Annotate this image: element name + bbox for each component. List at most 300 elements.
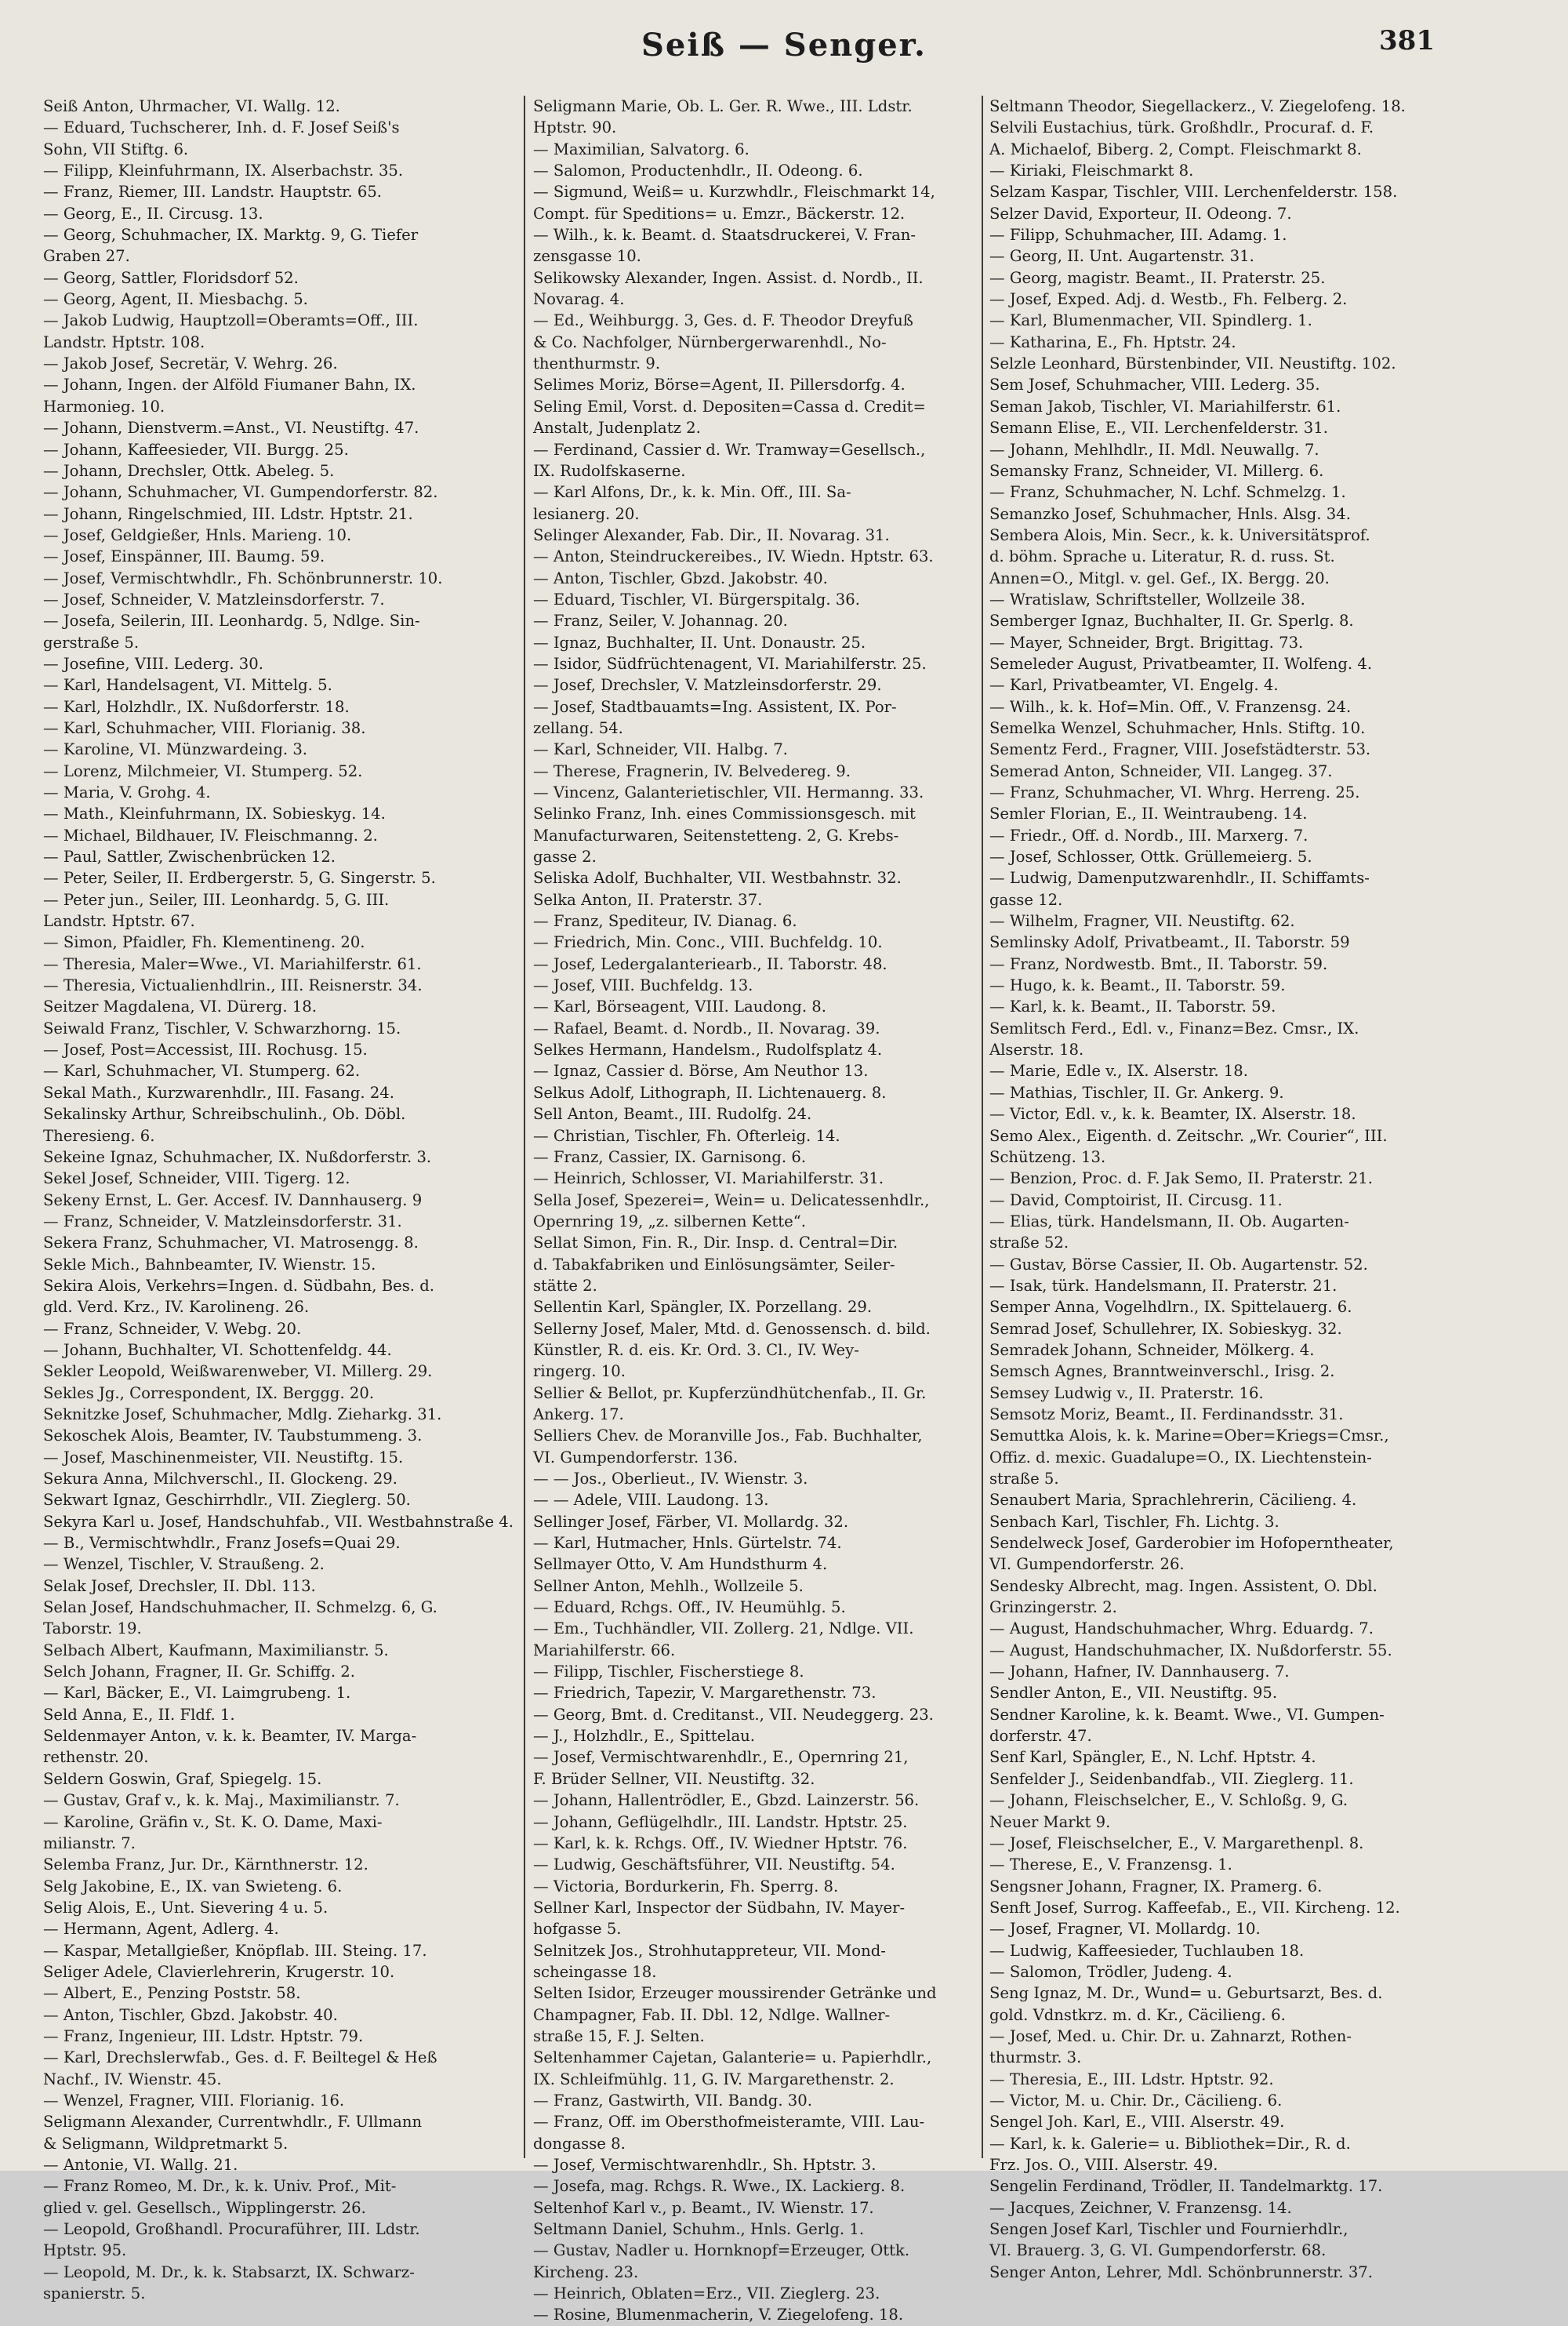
directory-entry-line: d. Tabakfabriken und Einlösungsämter, Seiler- bbox=[533, 1255, 895, 1274]
directory-entry-line: Sengen Josef Karl, Tischler und Fournierhdlr., bbox=[989, 2220, 1348, 2239]
directory-entry-line: Selnitzek Jos., Strohhutappreteur, VII. Mond- bbox=[533, 1941, 886, 1960]
directory-entry-line: — Paul, Sattler, Zwischenbrücken 12. bbox=[43, 848, 336, 867]
directory-entry-line: gasse 2. bbox=[533, 848, 597, 867]
directory-entry-line: — Victor, M. u. Chir. Dr., Cäcilieng. 6. bbox=[989, 2091, 1283, 2110]
directory-entry-line: — Anton, Steindruckereibes., IV. Wiedn. Hptstr. 63. bbox=[533, 547, 934, 566]
directory-entry-line: Sem Josef, Schuhmacher, VIII. Lederg. 35. bbox=[989, 376, 1320, 394]
directory-entry-line: zellang. 54. bbox=[533, 718, 623, 737]
directory-entry-line: Sekoschek Alois, Beamter, IV. Taubstummeng. 3. bbox=[43, 1426, 423, 1445]
directory-entry-line: & Seligmann, Wildpretmarkt 5. bbox=[43, 2134, 289, 2153]
directory-entry-line: Hptstr. 90. bbox=[533, 118, 617, 137]
directory-entry-line: Seltmann Theodor, Siegellackerz., V. Ziegelofeng. 18. bbox=[989, 97, 1406, 115]
directory-entry-line: — Kaspar, Metallgießer, Knöpflab. III. Steing. 17. bbox=[43, 1941, 427, 1960]
directory-entry-line: Sellat Simon, Fin. R., Dir. Insp. d. Central=Dir. bbox=[533, 1234, 898, 1252]
directory-entry-line: Novarag. 4. bbox=[533, 290, 625, 309]
directory-entry-line: Sekler Leopold, Weißwarenweber, VI. Millerg. 29. bbox=[43, 1362, 433, 1381]
directory-entry-line: — Victoria, Bordurkerin, Fh. Sperrg. 8. bbox=[533, 1877, 839, 1895]
directory-entry-line: Sekalinsky Arthur, Schreibschulinh., Ob. Döbl. bbox=[43, 1105, 406, 1124]
directory-entry-line: — Marie, Edle v., IX. Alserstr. 18. bbox=[989, 1062, 1248, 1081]
directory-entry-line: — Karl, k. k. Rchgs. Off., IV. Wiedner Hptstr. 76. bbox=[533, 1834, 908, 1852]
directory-entry-line: ringerg. 10. bbox=[533, 1362, 626, 1381]
directory-entry-line: gasse 12. bbox=[989, 890, 1063, 909]
directory-entry-line: — Jacques, Zeichner, V. Franzensg. 14. bbox=[989, 2198, 1292, 2217]
directory-entry-line: — Eduard, Tischler, VI. Bürgerspitalg. 36. bbox=[533, 590, 860, 609]
directory-entry-line: hofgasse 5. bbox=[533, 1920, 622, 1939]
directory-entry-line: Sellentin Karl, Spängler, IX. Porzellang. 29. bbox=[533, 1298, 873, 1317]
directory-entry-line: Sendner Karoline, k. k. Beamt. Wwe., VI. Gumpen- bbox=[989, 1705, 1385, 1724]
directory-entry-line: — Karl, Handelsagent, VI. Mittelg. 5. bbox=[43, 676, 332, 695]
directory-entry-line: Sella Josef, Spezerei=, Wein= u. Delicatessenhdlr., bbox=[533, 1190, 930, 1209]
directory-entry-line: Anstalt, Judenplatz 2. bbox=[533, 419, 701, 438]
directory-entry-line: Selkes Hermann, Handelsm., Rudolfsplatz 4. bbox=[533, 1041, 883, 1059]
directory-entry-line: Selan Josef, Handschuhmacher, II. Schmelzg. 6, G. bbox=[43, 1598, 437, 1617]
directory-entry-line: — Johann, Kaffeesieder, VII. Burgg. 25. bbox=[43, 440, 349, 459]
directory-entry-line: Opernring 19, „z. silbernen Kette“. bbox=[533, 1212, 806, 1230]
directory-entry-line: Landstr. Hptstr. 108. bbox=[43, 333, 205, 351]
directory-entry-line: Champagner, Fab. II. Dbl. 12, Ndlge. Wallner- bbox=[533, 2005, 891, 2024]
directory-entry-line: — Wilh., k. k. Beamt. d. Staatsdruckerei, V. Fran- bbox=[533, 226, 916, 245]
directory-entry-line: F. Brüder Sellner, VII. Neustiftg. 32. bbox=[533, 1769, 815, 1788]
directory-entry-line: Selka Anton, II. Praterstr. 37. bbox=[533, 890, 763, 909]
directory-entry-line: Sellinger Josef, Färber, VI. Mollardg. 32. bbox=[533, 1512, 849, 1531]
directory-entry-line: — Franz, Schuhmacher, VI. Whrg. Herreng. 25. bbox=[989, 783, 1360, 801]
directory-entry-line: Senger Anton, Lehrer, Mdl. Schönbrunnerstr. 37. bbox=[989, 2262, 1373, 2281]
directory-entry-line: Sekira Alois, Verkehrs=Ingen. d. Südbahn, Bes. d. bbox=[43, 1276, 435, 1295]
directory-entry-line: Mariahilferstr. 66. bbox=[533, 1641, 676, 1659]
directory-entry-line: Sendler Anton, E., VII. Neustiftg. 95. bbox=[989, 1684, 1278, 1703]
directory-entry-line: — Filipp, Tischler, Fischerstiege 8. bbox=[533, 1663, 804, 1681]
directory-entry-line: Selzer David, Exporteur, II. Odeong. 7. bbox=[989, 204, 1292, 223]
directory-entry-line: — Victor, Edl. v., k. k. Beamter, IX. Alserstr. 18. bbox=[989, 1105, 1356, 1124]
directory-entry-line: Semler Florian, E., II. Weintraubeng. 14. bbox=[989, 805, 1308, 823]
directory-entry-line: — Josef, Vermischtwarenhdlr., E., Opernring 21, bbox=[533, 1748, 909, 1767]
directory-entry-line: Kircheng. 23. bbox=[533, 2262, 639, 2281]
directory-entry-line: — Johann, Fleischselcher, E., V. Schloßg. 9, G. bbox=[989, 1791, 1348, 1810]
directory-entry-line: — Peter jun., Seiler, III. Leonhardg. 5, G. III. bbox=[43, 890, 390, 909]
directory-entry-line: Sellier & Bellot, pr. Kupferzündhütchenfab., II. Gr. bbox=[533, 1383, 927, 1402]
directory-entry-line: — August, Handschuhmacher, IX. Nußdorferstr. 55. bbox=[989, 1641, 1392, 1659]
directory-entry-line: — Ludwig, Geschäftsführer, VII. Neustiftg. 54. bbox=[533, 1855, 895, 1874]
directory-entry-line: — Johann, Schuhmacher, VI. Gumpendorferstr. 82. bbox=[43, 483, 438, 502]
directory-entry-line: — B., Vermischtwhdlr., Franz Josefs=Quai 29. bbox=[43, 1534, 401, 1553]
directory-entry-line: — Karl, Schneider, VII. Halbg. 7. bbox=[533, 740, 788, 759]
directory-entry-line: — Franz, Ingenieur, III. Ldstr. Hptstr. 79. bbox=[43, 2026, 364, 2045]
page-title: Seiß — Senger. bbox=[641, 27, 927, 64]
directory-entry-line: scheingasse 18. bbox=[533, 1962, 657, 1981]
directory-entry-line: — Rafael, Beamt. d. Nordb., II. Novarag. 39. bbox=[533, 1019, 880, 1038]
directory-entry-line: Selbach Albert, Kaufmann, Maximilianstr. 5. bbox=[43, 1641, 389, 1659]
directory-entry-line: Sekura Anna, Milchverschl., II. Glockeng. 29. bbox=[43, 1470, 398, 1488]
directory-entry-line: — Karl, k. k. Beamt., II. Taborstr. 59. bbox=[989, 998, 1276, 1016]
directory-entry-line: milianstr. 7. bbox=[43, 1834, 136, 1852]
directory-entry-line: Seiwald Franz, Tischler, V. Schwarzhorng. 15. bbox=[43, 1019, 401, 1038]
directory-entry-line: — Josef, Fleischselcher, E., V. Margarethenpl. 8. bbox=[989, 1834, 1364, 1852]
directory-entry-line: Selkus Adolf, Lithograph, II. Lichtenauerg. 8. bbox=[533, 1083, 887, 1102]
directory-entry-line: — David, Comptoirist, II. Circusg. 11. bbox=[989, 1190, 1283, 1209]
directory-entry-line: — Anton, Tischler, Gbzd. Jakobstr. 40. bbox=[533, 569, 828, 587]
directory-entry-line: Seliger Adele, Clavierlehrerin, Krugerstr. 10. bbox=[43, 1962, 395, 1981]
directory-entry-line: Selzam Kaspar, Tischler, VIII. Lerchenfelderstr. 158. bbox=[989, 183, 1398, 202]
directory-entry-line: — Jakob Josef, Secretär, V. Wehrg. 26. bbox=[43, 354, 338, 373]
directory-entry-line: — Georg, E., II. Circusg. 13. bbox=[43, 204, 263, 223]
directory-entry-line: Sellmayer Otto, V. Am Hundsthurm 4. bbox=[533, 1555, 828, 1574]
directory-entry-line: Seldenmayer Anton, v. k. k. Beamter, IV. Marga- bbox=[43, 1727, 417, 1746]
directory-entry-line: — Katharina, E., Fh. Hptstr. 24. bbox=[989, 333, 1236, 351]
directory-entry-line: — Karl, Drechslerwfab., Ges. d. F. Beiltegel & Heß bbox=[43, 2048, 437, 2067]
directory-entry-line: Ankerg. 17. bbox=[533, 1405, 624, 1423]
directory-entry-line: — Georg, Sattler, Floridsdorf 52. bbox=[43, 268, 299, 287]
directory-entry-line: — Eduard, Tuchscherer, Inh. d. F. Josef Seiß's bbox=[43, 118, 400, 137]
directory-column-3 bbox=[989, 96, 1460, 2281]
directory-entry-line: — Karoline, VI. Münzwardeing. 3. bbox=[43, 740, 308, 759]
directory-entry-line: — Benzion, Proc. d. F. Jak Semo, II. Praterstr. 21. bbox=[989, 1169, 1373, 1188]
directory-entry-line: — Maximilian, Salvatorg. 6. bbox=[533, 140, 750, 158]
directory-entry-line: — Salomon, Productenhdlr., II. Odeong. 6. bbox=[533, 162, 863, 180]
directory-entry-line: — Gustav, Börse Cassier, II. Ob. Augartenstr. 52. bbox=[989, 1255, 1368, 1274]
directory-entry-line: — Ludwig, Kaffeesieder, Tuchlauben 18. bbox=[989, 1941, 1305, 1960]
directory-entry-line: — Josef, Ledergalanteriearb., II. Taborstr. 48. bbox=[533, 954, 887, 973]
directory-entry-line: IX. Schleifmühlg. 11, G. IV. Margarethenstr. 2. bbox=[533, 2070, 895, 2088]
directory-entry-line: Taborstr. 19. bbox=[43, 1619, 142, 1638]
directory-entry-line: — Franz, Schneider, V. Webg. 20. bbox=[43, 1319, 302, 1338]
directory-entry-line: — Josef, Schlosser, Ottk. Grüllemeierg. 5. bbox=[989, 848, 1312, 867]
directory-entry-line: Seltenhammer Cajetan, Galanterie= u. Papierhdlr., bbox=[533, 2048, 932, 2067]
directory-entry-line: — Peter, Seiler, II. Erdbergerstr. 5, G. Singerstr. 5. bbox=[43, 869, 436, 888]
directory-entry-line: Neuer Markt 9. bbox=[989, 1812, 1111, 1831]
directory-entry-line: — Franz, Riemer, III. Landstr. Hauptstr. 65. bbox=[43, 183, 383, 202]
directory-entry-line: — Ferdinand, Cassier d. Wr. Tramway=Gesellsch., bbox=[533, 440, 926, 459]
directory-entry-line: — Johann, Ringelschmied, III. Ldstr. Hptstr. 21. bbox=[43, 504, 413, 523]
directory-entry-line: — Elias, türk. Handelsmann, II. Ob. Augarten- bbox=[989, 1212, 1349, 1230]
directory-entry-line: Frz. Jos. O., VIII. Alserstr. 49. bbox=[989, 2156, 1218, 2174]
directory-entry-line: Selzle Leonhard, Bürstenbinder, VII. Neustiftg. 102. bbox=[989, 354, 1396, 373]
directory-entry-line: Selinger Alexander, Fab. Dir., II. Novarag. 31. bbox=[533, 525, 890, 544]
directory-entry-line: Semlitsch Ferd., Edl. v., Finanz=Bez. Cmsr., IX. bbox=[989, 1019, 1359, 1038]
directory-entry-line: — Theresia, Victualienhdlrin., III. Reisnerstr. 34. bbox=[43, 976, 423, 995]
directory-entry-line: — Josefa, Seilerin, III. Leonhardg. 5, Ndlge. Sin- bbox=[43, 612, 420, 631]
directory-entry-line: VI. Brauerg. 3, G. VI. Gumpendorferstr. 68. bbox=[989, 2241, 1327, 2260]
directory-entry-line: — Salomon, Trödler, Judeng. 4. bbox=[989, 1962, 1232, 1981]
directory-entry-line: Seligmann Marie, Ob. L. Ger. R. Wwe., III. Ldstr. bbox=[533, 97, 913, 115]
directory-entry-line: Sekel Josef, Schneider, VIII. Tigerg. 12. bbox=[43, 1169, 350, 1188]
directory-entry-line: thenthurmstr. 9. bbox=[533, 354, 661, 373]
directory-entry-line: Schützeng. 13. bbox=[989, 1147, 1106, 1166]
directory-entry-line: — Karl, Hutmacher, Hnls. Gürtelstr. 74. bbox=[533, 1534, 842, 1553]
directory-entry-line: — Georg, Agent, II. Miesbachg. 5. bbox=[43, 290, 308, 309]
directory-entry-line: — Gustav, Graf v., k. k. Maj., Maximilianstr. 7. bbox=[43, 1791, 400, 1810]
directory-entry-line: d. böhm. Sprache u. Literatur, R. d. russ. St. bbox=[989, 547, 1335, 566]
directory-entry-line: Sekeny Ernst, L. Ger. Accesf. IV. Dannhauserg. 9 bbox=[43, 1190, 423, 1209]
directory-entry-line: — Josef, Stadtbauamts=Ing. Assistent, IX. Por- bbox=[533, 697, 897, 716]
directory-entry-line: A. Michaelof, Biberg. 2, Compt. Fleischmarkt 8. bbox=[989, 140, 1362, 158]
directory-entry-line: — Christian, Tischler, Fh. Ofterleig. 14. bbox=[533, 1126, 840, 1145]
directory-entry-line: — Josefa, mag. Rchgs. R. Wwe., IX. Lackierg. 8. bbox=[533, 2177, 906, 2196]
directory-entry-line: — Josef, Exped. Adj. d. Westb., Fh. Felberg. 2. bbox=[989, 290, 1348, 309]
directory-entry-line: Selak Josef, Drechsler, II. Dbl. 113. bbox=[43, 1576, 316, 1595]
directory-entry-line: — Karl, Schuhmacher, VIII. Florianig. 38. bbox=[43, 718, 366, 737]
directory-entry-line: — Friedrich, Min. Conc., VIII. Buchfeldg. 10. bbox=[533, 933, 883, 952]
directory-entry-line: — Franz, Schuhmacher, N. Lchf. Schmelzg. 1. bbox=[989, 483, 1346, 502]
directory-entry-line: lesianerg. 20. bbox=[533, 504, 640, 523]
directory-entry-line: & Co. Nachfolger, Nürnbergerwarenhdl., No- bbox=[533, 333, 887, 351]
directory-entry-line: Sekal Math., Kurzwarenhdlr., III. Fasang. 24. bbox=[43, 1083, 395, 1102]
directory-entry-line: — Math., Kleinfuhrmann, IX. Sobieskyg. 14. bbox=[43, 805, 386, 823]
directory-entry-line: — Karl Alfons, Dr., k. k. Min. Off., III. Sa- bbox=[533, 483, 851, 502]
directory-entry-line: — Franz, Off. im Obersthofmeisteramte, VIII. Lau- bbox=[533, 2113, 925, 2132]
directory-entry-line: Semlinsky Adolf, Privatbeamt., II. Taborstr. 59 bbox=[989, 933, 1350, 952]
directory-entry-line: — Theresia, E., III. Ldstr. Hptstr. 92. bbox=[989, 2070, 1274, 2088]
directory-entry-line: — Georg, II. Unt. Augartenstr. 31. bbox=[989, 247, 1254, 266]
directory-entry-line: — Friedr., Off. d. Nordb., III. Marxerg. 7. bbox=[989, 826, 1308, 845]
directory-entry-line: — Ludwig, Damenputzwarenhdlr., II. Schiffamts- bbox=[989, 869, 1370, 888]
directory-entry-line: Sekle Mich., Bahnbeamter, IV. Wienstr. 15. bbox=[43, 1255, 376, 1274]
directory-entry-line: Sengsner Johann, Fragner, IX. Pramerg. 6. bbox=[989, 1877, 1323, 1895]
directory-entry-line: — Franz Romeo, M. Dr., k. k. Univ. Prof., Mit- bbox=[43, 2177, 397, 2196]
directory-entry-line: — J., Holzhdlr., E., Spittelau. bbox=[533, 1727, 755, 1746]
directory-entry-line: Seman Jakob, Tischler, VI. Mariahilferstr. 61. bbox=[989, 397, 1341, 416]
directory-entry-line: — Isak, türk. Handelsmann, II. Praterstr. 21. bbox=[989, 1276, 1338, 1295]
directory-entry-line: — Ignaz, Buchhalter, II. Unt. Donaustr. 25. bbox=[533, 633, 866, 652]
directory-entry-line: — Josef, Einspänner, III. Baumg. 59. bbox=[43, 547, 325, 566]
directory-entry-line: — Leopold, Großhandl. Procuraführer, III. Ldstr. bbox=[43, 2220, 420, 2239]
directory-entry-line: — Therese, Fragnerin, IV. Belvedereg. 9. bbox=[533, 761, 851, 780]
directory-entry-line: — Karl, Blumenmacher, VII. Spindlerg. 1. bbox=[989, 311, 1312, 330]
directory-entry-line: Selig Alois, E., Unt. Sievering 4 u. 5. bbox=[43, 1898, 328, 1917]
directory-entry-line: Seltmann Daniel, Schuhm., Hnls. Gerlg. 1. bbox=[533, 2220, 865, 2239]
directory-entry-line: — Maria, V. Grohg. 4. bbox=[43, 783, 211, 801]
directory-entry-line: — Josef, Vermischtwhdlr., Fh. Schönbrunnerstr. 10. bbox=[43, 569, 443, 587]
directory-entry-line: Offiz. d. mexic. Guadalupe=O., IX. Liechtenstein- bbox=[989, 1448, 1372, 1466]
directory-entry-line: Sendelweck Josef, Garderobier im Hofoperntheater, bbox=[989, 1534, 1394, 1553]
directory-entry-line: Hptstr. 95. bbox=[43, 2241, 127, 2260]
directory-entry-line: — Albert, E., Penzing Poststr. 58. bbox=[43, 1984, 301, 2003]
directory-entry-line: Seligmann Alexander, Currentwhdlr., F. Ullmann bbox=[43, 2113, 423, 2132]
directory-entry-line: — Franz, Spediteur, IV. Dianag. 6. bbox=[533, 912, 797, 931]
directory-entry-line: — Anton, Tischler, Gbzd. Jakobstr. 40. bbox=[43, 2005, 338, 2024]
directory-entry-line: Sekeine Ignaz, Schuhmacher, IX. Nußdorferstr. 3. bbox=[43, 1147, 432, 1166]
directory-entry-line: — Johann, Drechsler, Ottk. Abeleg. 5. bbox=[43, 461, 335, 480]
directory-entry-line: — Karl, Privatbeamter, VI. Engelg. 4. bbox=[989, 676, 1279, 695]
directory-entry-line: — Lorenz, Milchmeier, VI. Stumperg. 52. bbox=[43, 761, 363, 780]
directory-entry-line: Seng Ignaz, M. Dr., Wund= u. Geburtsarzt, Bes. d. bbox=[989, 1984, 1383, 2003]
directory-entry-line: — Wilhelm, Fragner, VII. Neustiftg. 62. bbox=[989, 912, 1295, 931]
directory-entry-line: — Johann, Mehlhdlr., II. Mdl. Neuwallg. 7. bbox=[989, 440, 1319, 459]
directory-entry-line: Künstler, R. d. eis. Kr. Ord. 3. Cl., IV. Wey- bbox=[533, 1340, 859, 1359]
directory-entry-line: dongasse 8. bbox=[533, 2134, 626, 2153]
directory-entry-line: — Antonie, VI. Wallg. 21. bbox=[43, 2156, 238, 2174]
directory-entry-line: — Karl, Börseagent, VIII. Laudong. 8. bbox=[533, 998, 827, 1016]
directory-entry-line: — Karoline, Gräfin v., St. K. O. Dame, Maxi- bbox=[43, 1812, 383, 1831]
directory-entry-line: Seiß Anton, Uhrmacher, VI. Wallg. 12. bbox=[43, 97, 340, 115]
directory-entry-line: — Josef, Schneider, V. Matzleinsdorferstr. 7. bbox=[43, 590, 385, 609]
directory-entry-line: Sekera Franz, Schuhmacher, VI. Matrosengg. 8. bbox=[43, 1234, 419, 1252]
directory-entry-line: — Karl, Schuhmacher, VI. Stumperg. 62. bbox=[43, 1062, 361, 1081]
directory-entry-line: — Josef, Maschinenmeister, VII. Neustiftg. 15. bbox=[43, 1448, 404, 1466]
directory-entry-line: Seld Anna, E., II. Fldf. 1. bbox=[43, 1705, 235, 1724]
directory-entry-line: Selch Johann, Fragner, II. Gr. Schiffg. 2. bbox=[43, 1663, 355, 1681]
directory-entry-line: Senfelder J., Seidenbandfab., VII. Zieglerg. 11. bbox=[989, 1769, 1354, 1788]
directory-entry-line: Semper Anna, Vogelhdlrn., IX. Spittelauerg. 6. bbox=[989, 1298, 1352, 1317]
directory-entry-line: — Franz, Nordwestb. Bmt., II. Taborstr. 59. bbox=[989, 954, 1328, 973]
page-header bbox=[0, 27, 1568, 71]
page-number: 381 bbox=[1379, 25, 1435, 56]
directory-entry-line: — Mayer, Schneider, Brgt. Brigittag. 73. bbox=[989, 633, 1304, 652]
directory-entry-line: Sekyra Karl u. Josef, Handschuhfab., VII. Westbahnstraße 4. bbox=[43, 1512, 514, 1531]
directory-entry-line: Sellner Karl, Inspector der Südbahn, IV. Mayer- bbox=[533, 1898, 906, 1917]
directory-entry-line: — Mathias, Tischler, II. Gr. Ankerg. 9. bbox=[989, 1083, 1284, 1102]
directory-column-1 bbox=[43, 96, 514, 2303]
directory-entry-line: — Karl, k. k. Galerie= u. Bibliothek=Dir., R. d. bbox=[989, 2134, 1351, 2153]
directory-entry-line: — Leopold, M. Dr., k. k. Stabsarzt, IX. Schwarz- bbox=[43, 2262, 415, 2281]
directory-entry-line: — Franz, Cassier, IX. Garnisong. 6. bbox=[533, 1147, 807, 1166]
directory-entry-line: Selikowsky Alexander, Ingen. Assist. d. Nordb., II. bbox=[533, 268, 924, 287]
directory-column-2 bbox=[533, 96, 1004, 2324]
directory-entry-line: gold. Vdnstkrz. m. d. Kr., Cäcilieng. 6. bbox=[989, 2005, 1286, 2024]
directory-entry-line: — Josef, Drechsler, V. Matzleinsdorferstr. 29. bbox=[533, 676, 882, 695]
directory-entry-line: Semanzko Josef, Schuhmacher, Hnls. Alsg. 34. bbox=[989, 504, 1351, 523]
directory-entry-line: Sellner Anton, Mehlh., Wollzeile 5. bbox=[533, 1576, 804, 1595]
directory-entry-line: Sekwart Ignaz, Geschirrhdlr., VII. Zieglerg. 50. bbox=[43, 1491, 411, 1510]
directory-entry-line: straße 5. bbox=[989, 1470, 1059, 1488]
directory-entry-line: Semradek Johann, Schneider, Mölkerg. 4. bbox=[989, 1340, 1315, 1359]
column-divider bbox=[524, 96, 525, 2158]
directory-entry-line: Semberger Ignaz, Buchhalter, II. Gr. Sperlg. 8. bbox=[989, 612, 1354, 631]
directory-entry-line: — Rosine, Blumenmacherin, V. Ziegelofeng. 18. bbox=[533, 2306, 904, 2324]
directory-entry-line: — Filipp, Schuhmacher, III. Adamg. 1. bbox=[989, 226, 1287, 245]
directory-entry-line: — Franz, Gastwirth, VII. Bandg. 30. bbox=[533, 2091, 812, 2110]
directory-entry-line: Senbach Karl, Tischler, Fh. Lichtg. 3. bbox=[989, 1512, 1279, 1531]
directory-entry-line: Seitzer Magdalena, VI. Dürerg. 18. bbox=[43, 998, 317, 1016]
directory-entry-line: Semerad Anton, Schneider, VII. Langeg. 37. bbox=[989, 761, 1333, 780]
directory-entry-line: — Johann, Hallentrödler, E., Gbzd. Lainzerstr. 56. bbox=[533, 1791, 920, 1810]
directory-entry-line: — Josef, Post=Accessist, III. Rochusg. 15. bbox=[43, 1041, 368, 1059]
directory-entry-line: — Isidor, Südfrüchtenagent, VI. Mariahilferstr. 25. bbox=[533, 654, 927, 673]
directory-entry-line: Sohn, VII Stiftg. 6. bbox=[43, 140, 189, 158]
directory-entry-line: straße 52. bbox=[989, 1234, 1069, 1252]
directory-entry-line: — Sigmund, Weiß= u. Kurzwhdlr., Fleischmarkt 14, bbox=[533, 183, 935, 202]
directory-entry-line: VI. Gumpendorferstr. 136. bbox=[533, 1448, 739, 1466]
directory-entry-line: Selvili Eustachius, türk. Großhdlr., Procuraf. d. F. bbox=[989, 118, 1374, 137]
directory-entry-line: Compt. für Speditions= u. Emzr., Bäckerstr. 12. bbox=[533, 204, 906, 223]
directory-entry-line: stätte 2. bbox=[533, 1276, 597, 1295]
directory-entry-line: — Georg, Schuhmacher, IX. Marktg. 9, G. Tiefer bbox=[43, 226, 419, 245]
directory-entry-line: Selemba Franz, Jur. Dr., Kärnthnerstr. 12. bbox=[43, 1855, 368, 1874]
directory-entry-line: Sell Anton, Beamt., III. Rudolfg. 24. bbox=[533, 1105, 812, 1124]
directory-entry-line: — Hermann, Agent, Adlerg. 4. bbox=[43, 1920, 279, 1939]
directory-entry-line: Selinko Franz, Inh. eines Commissionsgesch. mit bbox=[533, 805, 916, 823]
directory-entry-line: — Josef, Vermischtwarenhdlr., Sh. Hptstr. 3. bbox=[533, 2156, 877, 2174]
directory-entry-line: Sengel Joh. Karl, E., VIII. Alserstr. 49. bbox=[989, 2113, 1285, 2132]
directory-entry-line: Selg Jakobine, E., IX. van Swieteng. 6. bbox=[43, 1877, 343, 1895]
directory-entry-line: Senft Josef, Surrog. Kaffeefab., E., VII. Kircheng. 12. bbox=[989, 1898, 1400, 1917]
directory-entry-line: — Josefine, VIII. Lederg. 30. bbox=[43, 654, 263, 673]
directory-entry-line: — Filipp, Kleinfuhrmann, IX. Alserbachstr. 35. bbox=[43, 162, 404, 180]
directory-entry-line: — Ed., Weihburgg. 3, Ges. d. F. Theodor Dreyfuß bbox=[533, 311, 913, 330]
directory-entry-line: Seknitzke Josef, Schuhmacher, Mdlg. Zieharkg. 31. bbox=[43, 1405, 442, 1423]
directory-entry-line: Graben 27. bbox=[43, 247, 130, 266]
directory-entry-line: — August, Handschuhmacher, Whrg. Eduardg. 7. bbox=[989, 1619, 1374, 1638]
directory-entry-line: thurmstr. 3. bbox=[989, 2048, 1082, 2067]
directory-entry-line: — Hugo, k. k. Beamt., II. Taborstr. 59. bbox=[989, 976, 1286, 995]
directory-entry-line: — Johann, Geflügelhdlr., III. Landstr. Hptstr. 25. bbox=[533, 1812, 908, 1831]
directory-entry-line: — Johann, Ingen. der Alföld Fiumaner Bahn, IX. bbox=[43, 376, 416, 394]
directory-entry-line: gld. Verd. Krz., IV. Karolineng. 26. bbox=[43, 1298, 310, 1317]
directory-entry-line: — Josef, VIII. Buchfeldg. 13. bbox=[533, 976, 753, 995]
directory-entry-line: — Wilh., k. k. Hof=Min. Off., V. Franzensg. 24. bbox=[989, 697, 1352, 716]
directory-entry-line: Semann Elise, E., VII. Lerchenfelderstr. 31. bbox=[989, 419, 1328, 438]
directory-entry-line: — Wratislaw, Schriftsteller, Wollzeile 38. bbox=[989, 590, 1305, 609]
directory-entry-line: Senf Karl, Spängler, E., N. Lchf. Hptstr. 4. bbox=[989, 1748, 1316, 1767]
directory-entry-line: Sengelin Ferdinand, Trödler, II. Tandelmarktg. 17. bbox=[989, 2177, 1383, 2196]
directory-entry-line: — Jakob Ludwig, Hauptzoll=Oberamts=Off., III. bbox=[43, 311, 419, 330]
directory-entry-line: — Friedrich, Tapezir, V. Margarethenstr. 73. bbox=[533, 1684, 877, 1703]
directory-entry-line: — Gustav, Nadler u. Hornknopf=Erzeuger, Ottk. bbox=[533, 2241, 910, 2260]
directory-entry-line: Harmonieg. 10. bbox=[43, 397, 165, 416]
directory-entry-line: Seliska Adolf, Buchhalter, VII. Westbahnstr. 32. bbox=[533, 869, 902, 888]
directory-entry-line: rethenstr. 20. bbox=[43, 1748, 149, 1767]
directory-entry-line: Nachf., IV. Wienstr. 45. bbox=[43, 2070, 222, 2088]
directory-entry-line: — — Adele, VIII. Laudong. 13. bbox=[533, 1491, 769, 1510]
directory-entry-line: Selimes Moriz, Börse=Agent, II. Pillersdorfg. 4. bbox=[533, 376, 906, 394]
directory-entry-line: — Ignaz, Cassier d. Börse, Am Neuthor 13. bbox=[533, 1062, 869, 1081]
directory-entry-line: — Vincenz, Galanterietischler, VII. Hermanng. 33. bbox=[533, 783, 924, 801]
directory-entry-line: spanierstr. 5. bbox=[43, 2284, 146, 2303]
directory-entry-line: — Josef, Med. u. Chir. Dr. u. Zahnarzt, Rothen- bbox=[989, 2026, 1352, 2045]
directory-entry-line: Semuttka Alois, k. k. Marine=Ober=Kriegs=Cmsr., bbox=[989, 1426, 1389, 1445]
directory-entry-line: — Heinrich, Schlosser, VI. Mariahilferstr. 31. bbox=[533, 1169, 884, 1188]
directory-entry-line: Semsey Ludwig v., II. Praterstr. 16. bbox=[989, 1383, 1264, 1402]
directory-entry-line: Grinzingerstr. 2. bbox=[989, 1598, 1117, 1617]
directory-entry-line: — Theresia, Maler=Wwe., VI. Mariahilferstr. 61. bbox=[43, 954, 422, 973]
directory-entry-line: Semrad Josef, Schullehrer, IX. Sobieskyg. 32. bbox=[989, 1319, 1342, 1338]
directory-entry-line: — Franz, Seiler, V. Johannag. 20. bbox=[533, 612, 788, 631]
directory-entry-line: Theresieng. 6. bbox=[43, 1126, 155, 1145]
directory-entry-line: Semsotz Moriz, Beamt., II. Ferdinandsstr. 31. bbox=[989, 1405, 1344, 1423]
directory-entry-line: Sendesky Albrecht, mag. Ingen. Assistent, O. Dbl. bbox=[989, 1576, 1377, 1595]
directory-entry-line: — Georg, Bmt. d. Creditanst., VII. Neudeggerg. 23. bbox=[533, 1705, 934, 1724]
directory-entry-line: — Karl, Holzhdlr., IX. Nußdorferstr. 18. bbox=[43, 697, 350, 716]
directory-entry-line: — Johann, Hafner, IV. Dannhauserg. 7. bbox=[989, 1663, 1290, 1681]
directory-entry-line: — Kiriaki, Fleischmarkt 8. bbox=[989, 162, 1194, 180]
directory-entry-line: Semeleder August, Privatbeamter, II. Wolfeng. 4. bbox=[989, 654, 1373, 673]
directory-entry-line: Semelka Wenzel, Schuhmacher, Hnls. Stiftg. 10. bbox=[989, 718, 1366, 737]
directory-entry-line: — Eduard, Rchgs. Off., IV. Heumühlg. 5. bbox=[533, 1598, 846, 1617]
directory-entry-line: glied v. gel. Gesellsch., Wipplingerstr. 26. bbox=[43, 2198, 366, 2217]
directory-entry-line: Senaubert Maria, Sprachlehrerin, Cäcilieng. 4. bbox=[989, 1491, 1357, 1510]
directory-entry-line: VI. Gumpendorferstr. 26. bbox=[989, 1555, 1185, 1574]
directory-entry-line: Sementz Ferd., Fragner, VIII. Josefstädterstr. 53. bbox=[989, 740, 1371, 759]
directory-entry-line: — Heinrich, Oblaten=Erz., VII. Zieglerg. 23. bbox=[533, 2284, 880, 2303]
directory-entry-line: Seldern Goswin, Graf, Spiegelg. 15. bbox=[43, 1769, 322, 1788]
directory-entry-line: straße 15, F. J. Selten. bbox=[533, 2026, 705, 2045]
directory-entry-line: Sembera Alois, Min. Secr., k. k. Universitätsprof. bbox=[989, 525, 1370, 544]
directory-entry-line: — Josef, Geldgießer, Hnls. Marieng. 10. bbox=[43, 525, 352, 544]
directory-entry-line: Semo Alex., Eigenth. d. Zeitschr. „Wr. Courier“, III. bbox=[989, 1126, 1388, 1145]
directory-entry-line: gerstraße 5. bbox=[43, 633, 140, 652]
directory-entry-line: — Franz, Schneider, V. Matzleinsdorferstr. 31. bbox=[43, 1212, 402, 1230]
directory-entry-line: — Josef, Fragner, VI. Mollardg. 10. bbox=[989, 1920, 1261, 1939]
directory-entry-line: — Wenzel, Fragner, VIII. Florianig. 16. bbox=[43, 2091, 345, 2110]
directory-entry-line: Landstr. Hptstr. 67. bbox=[43, 912, 195, 931]
directory-entry-line: zensgasse 10. bbox=[533, 247, 641, 266]
directory-entry-line: dorferstr. 47. bbox=[989, 1727, 1092, 1746]
directory-entry-line: — — Jos., Oberlieut., IV. Wienstr. 3. bbox=[533, 1470, 808, 1488]
directory-entry-line: — Wenzel, Tischler, V. Straußeng. 2. bbox=[43, 1555, 325, 1574]
directory-entry-line: IX. Rudolfskaserne. bbox=[533, 461, 686, 480]
directory-entry-line: — Georg, magistr. Beamt., II. Praterstr. 25. bbox=[989, 268, 1326, 287]
directory-entry-line: Semsch Agnes, Branntweinverschl., Irisg. 2. bbox=[989, 1362, 1335, 1381]
directory-entry-line: Manufacturwaren, Seitenstetteng. 2, G. Krebs- bbox=[533, 826, 899, 845]
